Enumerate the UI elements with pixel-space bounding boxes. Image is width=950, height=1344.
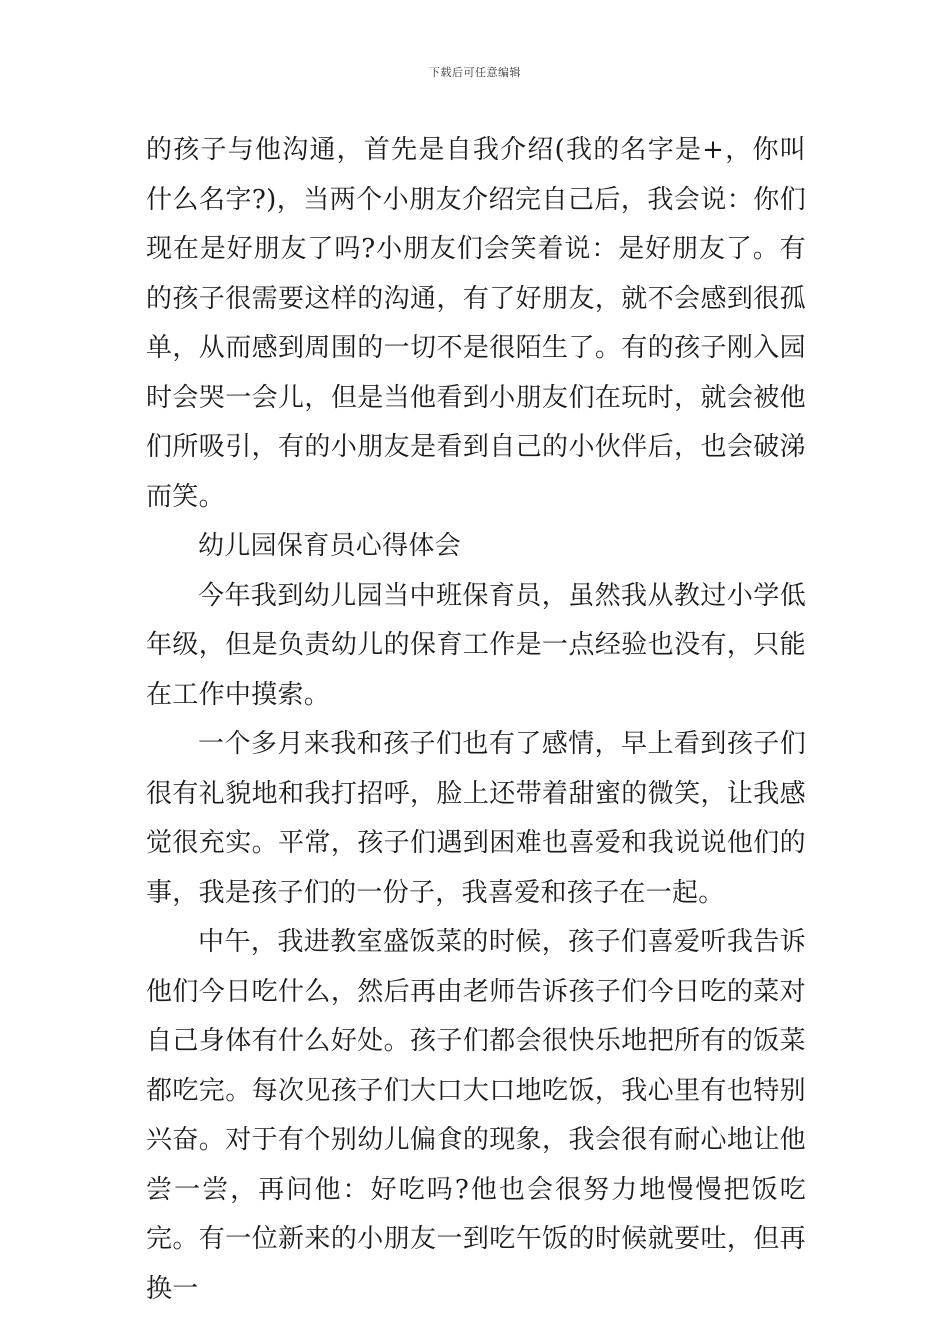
- page-header: 下载后可任意编辑: [429, 66, 521, 79]
- paragraph-feelings: 一个多月来我和孩子们也有了感情，早上看到孩子们很有礼貌地和我打招呼，脸上还带着甜蜜的微笑，让我感觉很充实。平常，孩子们遇到困难也喜爱和我说说他们的事，我是孩子们的一份子，我喜爱和孩子在一起。: [146, 729, 806, 908]
- paragraph-lunch: 中午，我进教室盛饭菜的时候，孩子们喜爱听我告诉他们今日吃什么，然后再由老师告诉孩子们今日吃的菜对自己身体有什么好处。孩子们都会很快乐地把所有的饭菜都吃完。每次见孩子们大口大口地吃饭，我心里有也特别兴奋。对于有个别幼儿偏食的现象，我会很有耐心地让他尝一尝，再问他：好吃吗?他也会很努力地慢慢把饭吃完。有一位新来的小朋友一到吃午饭的时候就要吐，但再换一: [146, 927, 806, 1304]
- document-body: [146, 126, 806, 1314]
- paragraph-continuation: 的孩子与他沟通，首先是自我介绍(我的名字是+，你叫什么名字?)，当两个小朋友介绍完自己后，我会说：你们现在是好朋友了吗?小朋友们会笑着说：是好朋友了。有的孩子很需要这样的沟通，有了好朋友，就不会感到很孤单，从而感到周围的一切不是很陌生了。有的孩子刚入园时会哭一会儿，但是当他看到小朋友们在玩时，就会被他们所吸引，有的小朋友是看到自己的小伙伴后，也会破涕而笑。: [146, 135, 806, 512]
- paragraph-intro: 今年我到幼儿园当中班保育员，虽然我从教过小学低年级，但是负责幼儿的保育工作是一点经验也没有，只能在工作中摸索。: [146, 580, 806, 710]
- section-heading: 幼儿园保育员心得体会: [198, 531, 462, 561]
